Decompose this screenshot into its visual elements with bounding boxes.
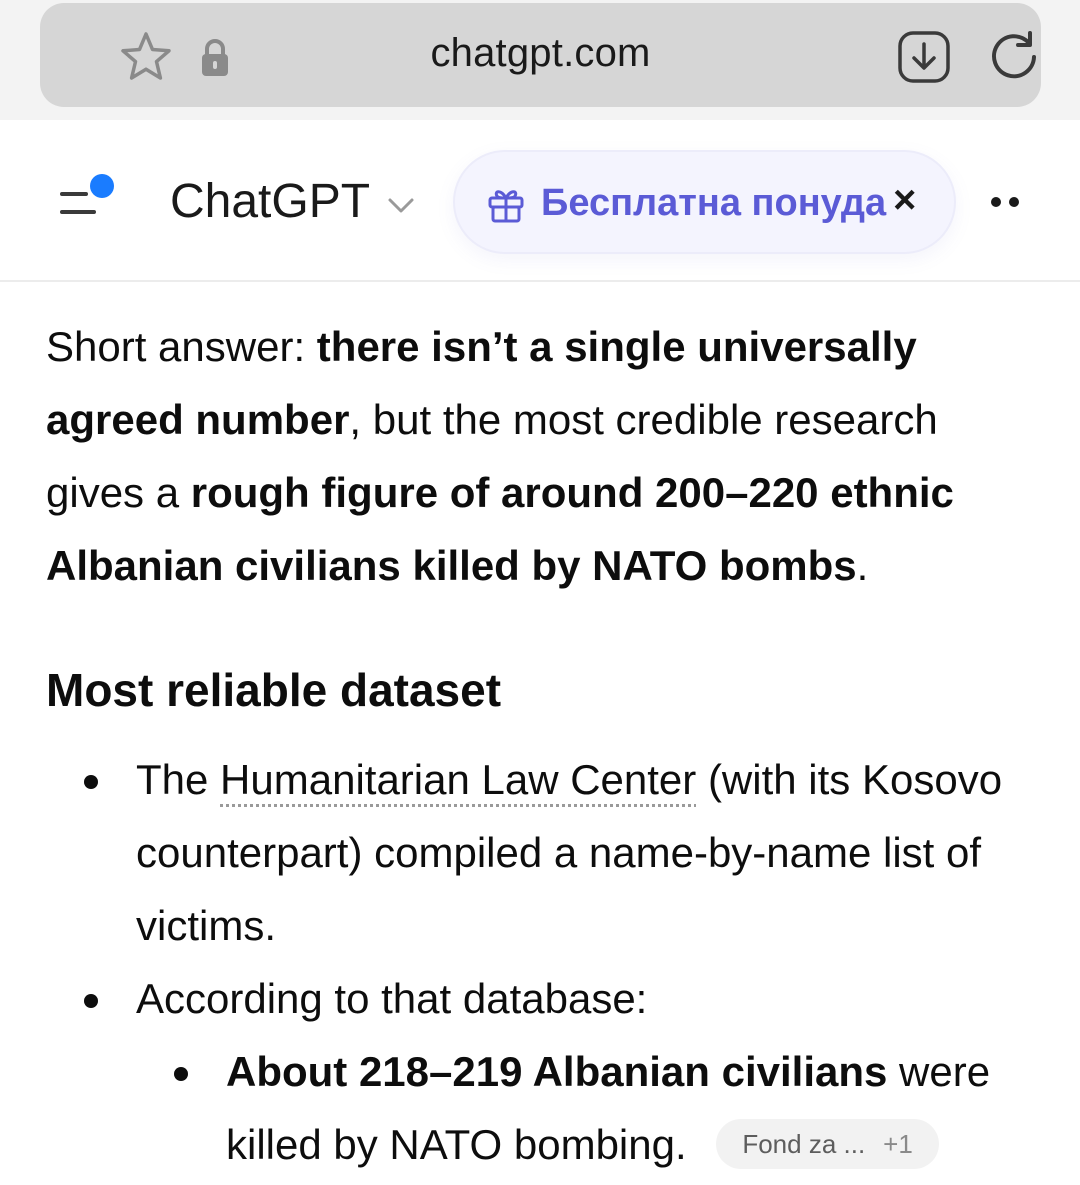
source-chip-count: +1 — [883, 1128, 913, 1159]
section-heading: Most reliable dataset — [46, 664, 502, 716]
sub-bullet-bold: About 218–219 Albanian civilians — [226, 1048, 888, 1095]
download-icon[interactable] — [896, 29, 952, 85]
intro-paragraph — [46, 310, 1036, 602]
intro-middle: , but the most credible research gives a — [46, 396, 938, 516]
free-offer-label: Бесплатна понуда — [541, 182, 887, 224]
humanitarian-law-center-link[interactable]: Humanitarian Law Center — [220, 756, 697, 803]
source-chip-label: Fond za ... — [742, 1128, 866, 1159]
assistant-message — [46, 310, 1036, 1181]
bullet-1-prefix: The — [136, 756, 221, 803]
browser-toolbar — [0, 0, 1080, 120]
source-citation-chip[interactable] — [716, 1119, 939, 1169]
intro-suffix: . — [856, 542, 869, 589]
app-header — [0, 120, 1080, 282]
url-text[interactable]: chatgpt.com — [430, 31, 651, 75]
bullet-1-suffix: (with its Kosovo counterpart) compiled a name-by-name list of victims. — [136, 756, 1003, 949]
list-item — [136, 1035, 1036, 1181]
intro-bold-2: rough figure of around 200–220 ethnic Albanian civilians killed by NATO bombs — [46, 469, 954, 589]
list-item — [46, 962, 1036, 1181]
model-selector[interactable] — [170, 174, 418, 229]
close-icon[interactable]: × — [893, 178, 917, 222]
list-item — [46, 743, 1036, 962]
intro-bold-1: there isn’t a single universally agreed number — [46, 323, 917, 443]
bullet-2-text: According to that database: — [136, 975, 648, 1022]
chevron-down-icon — [384, 188, 418, 222]
app-title: ChatGPT — [170, 175, 371, 228]
sub-bullet-suffix: were killed by NATO bombing. — [226, 1048, 991, 1168]
address-bar[interactable] — [40, 3, 1041, 107]
sub-bullet-list — [136, 1035, 1036, 1181]
more-dots-icon[interactable] — [988, 190, 1028, 214]
reload-icon[interactable] — [984, 27, 1044, 87]
bullet-list — [46, 743, 1036, 1181]
free-offer-button[interactable] — [453, 150, 956, 254]
intro-prefix: Short answer: — [46, 323, 317, 370]
gift-icon — [487, 185, 525, 223]
sidebar-menu-icon[interactable] — [56, 174, 120, 224]
